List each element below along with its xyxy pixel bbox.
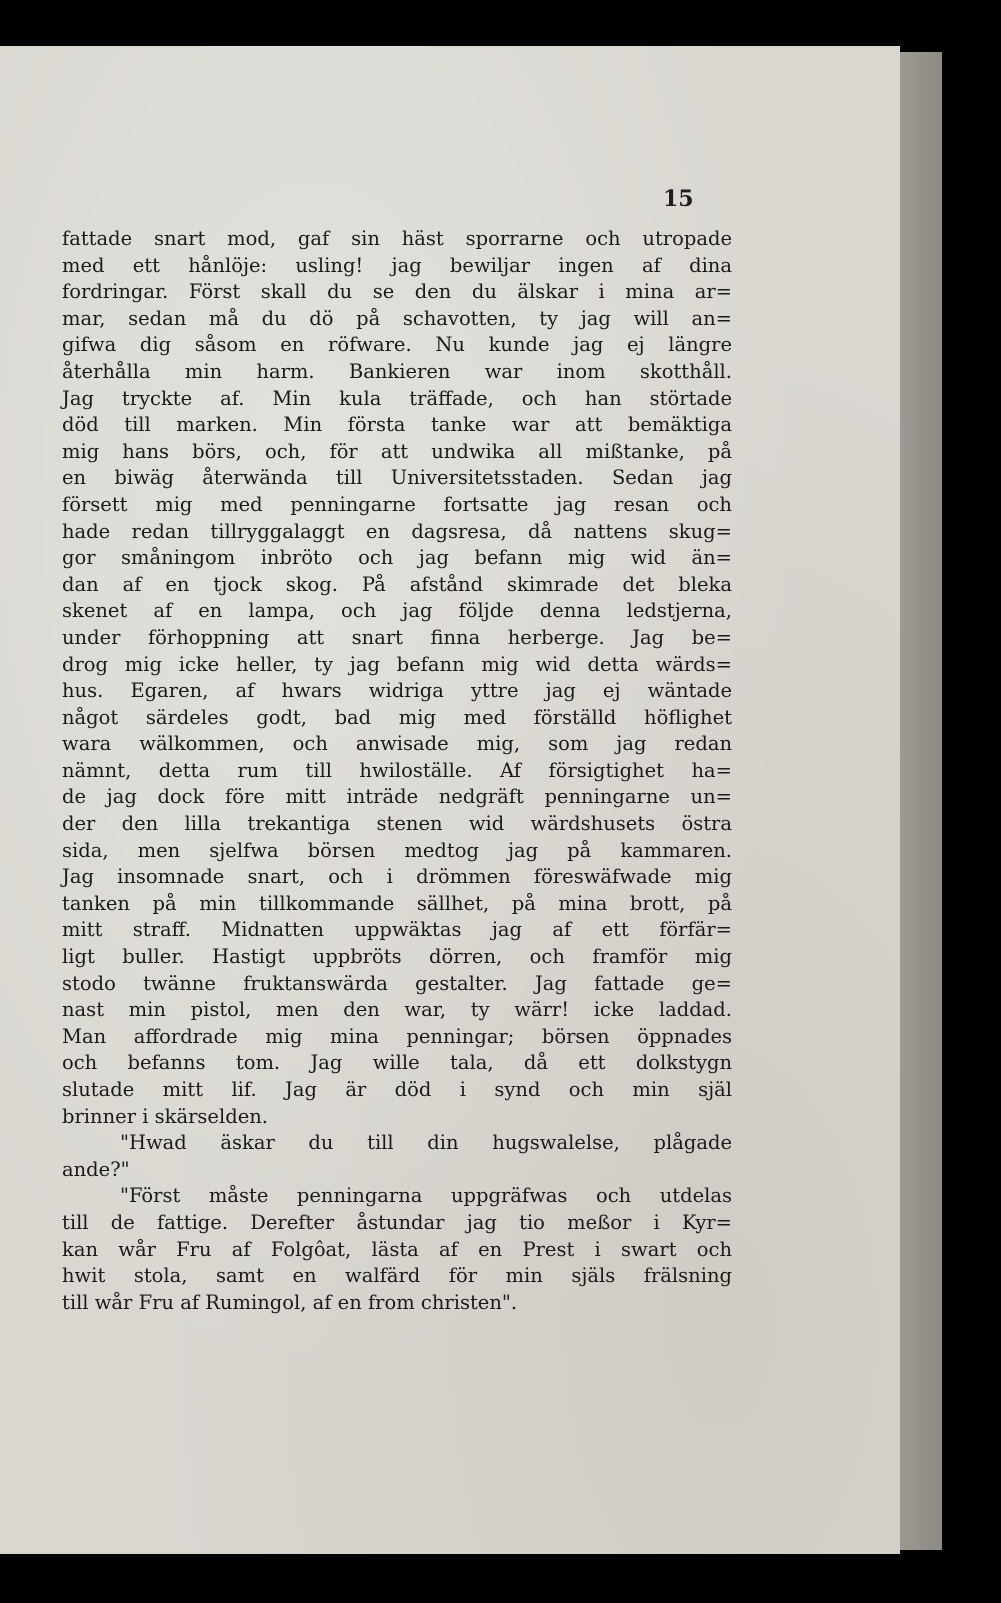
text-line: mar, sedan må du dö på schavotten, ty jag will an= [62,306,732,330]
body-text [62,226,732,1316]
text-line: och befanns tom. Jag wille tala, då ett dolkstygn [62,1051,732,1075]
text-line: hade redan tillryggalaggt en dagsresa, då nattens skug= [62,519,732,543]
text-line: försett mig med penningarne fortsatte jag resan och [62,492,732,516]
text-line: en biwäg återwända till Universitetsstaden. Sedan jag [62,466,732,490]
text-line: Jag tryckte af. Min kula träffade, och han störtade [62,386,732,410]
text-line: återhålla min harm. Bankieren war inom skotthåll. [62,359,732,383]
text-line: slutade mitt lif. Jag är död i synd och min själ [62,1078,732,1101]
text-line: ligt buller. Hastigt uppbröts dörren, och framför mig [62,945,732,969]
text-line: de jag dock före mitt inträde nedgräft penningarne un= [62,785,732,809]
text-line: sida, men sjelfwa börsen medtog jag på kammaren. [62,838,732,862]
text-line: brinner i skärselden. [62,1104,268,1128]
text-line: fattade snart mod, gaf sin häst sporrarne och utropade [62,227,732,250]
text-line: tanken på min tillkommande sällhet, på mina brott, på [62,891,732,915]
text-line: drog mig icke heller, ty jag befann mig wid detta wärds= [62,652,732,676]
text-line: "Hwad äskar du till din hugswalelse, plågade [120,1131,732,1155]
text-line: stodo twänne fruktanswärda gestalter. Jag fattade ge= [62,971,732,995]
text-line: gor småningom inbröto och jag befann mig wid än= [62,546,732,570]
text-line: mitt straff. Midnatten uppwäktas jag af ett förfär= [62,918,732,942]
text-line: Jag insomnade snart, och i drömmen föreswäfwade mig [62,865,732,889]
text-line: skenet af en lampa, och jag följde denna ledstjerna, [62,599,732,623]
text-line: hus. Egaren, af hwars widriga yttre jag ej wäntade [62,679,732,703]
text-line: fordringar. Först skall du se den du älskar i mina ar= [62,280,732,304]
text-line: till de fattige. Derefter åstundar jag tio meßor i Kyr= [62,1210,732,1234]
text-line: "Först måste penningarna uppgräfwas och utdelas [120,1184,732,1208]
text-line: gifwa dig såsom en röfware. Nu kunde jag ej längre [62,333,732,357]
text-line: hwit stola, samt en walfärd för min själs frälsning [62,1264,732,1288]
text-line: mig hans börs, och, för att undwika all mißtanke, på [62,439,732,463]
text-line: dan af en tjock skog. På afstånd skimrade det bleka [62,572,732,596]
text-line: wara wälkommen, och anwisade mig, som jag redan [62,732,732,756]
text-line: nast min pistol, men den war, ty wärr! icke laddad. [62,998,732,1022]
text-line: under förhoppning att snart finna herberge. Jag be= [62,625,732,649]
text-line: nämnt, detta rum till hwiloställe. Af försigtighet ha= [62,758,732,782]
text-line: kan wår Fru af Folgôat, lästa af en Prest i swart och [62,1237,732,1261]
text-line: der den lilla trekantiga stenen wid wärdshusets östra [62,812,732,836]
text-line: till wår Fru af Rumingol, af en from christen". [62,1290,518,1314]
text-line: med ett hånlöje: usling! jag bewiljar ingen af dina [62,253,732,277]
text-line: död till marken. Min första tanke war att bemäktiga [62,413,732,437]
page-number: 15 [663,186,694,212]
text-line: något särdeles godt, bad mig med förställd höflighet [62,705,732,729]
text-line: Man affordrade mig mina penningar; börsen öppnades [62,1024,732,1048]
text-line: ande?" [62,1157,130,1181]
